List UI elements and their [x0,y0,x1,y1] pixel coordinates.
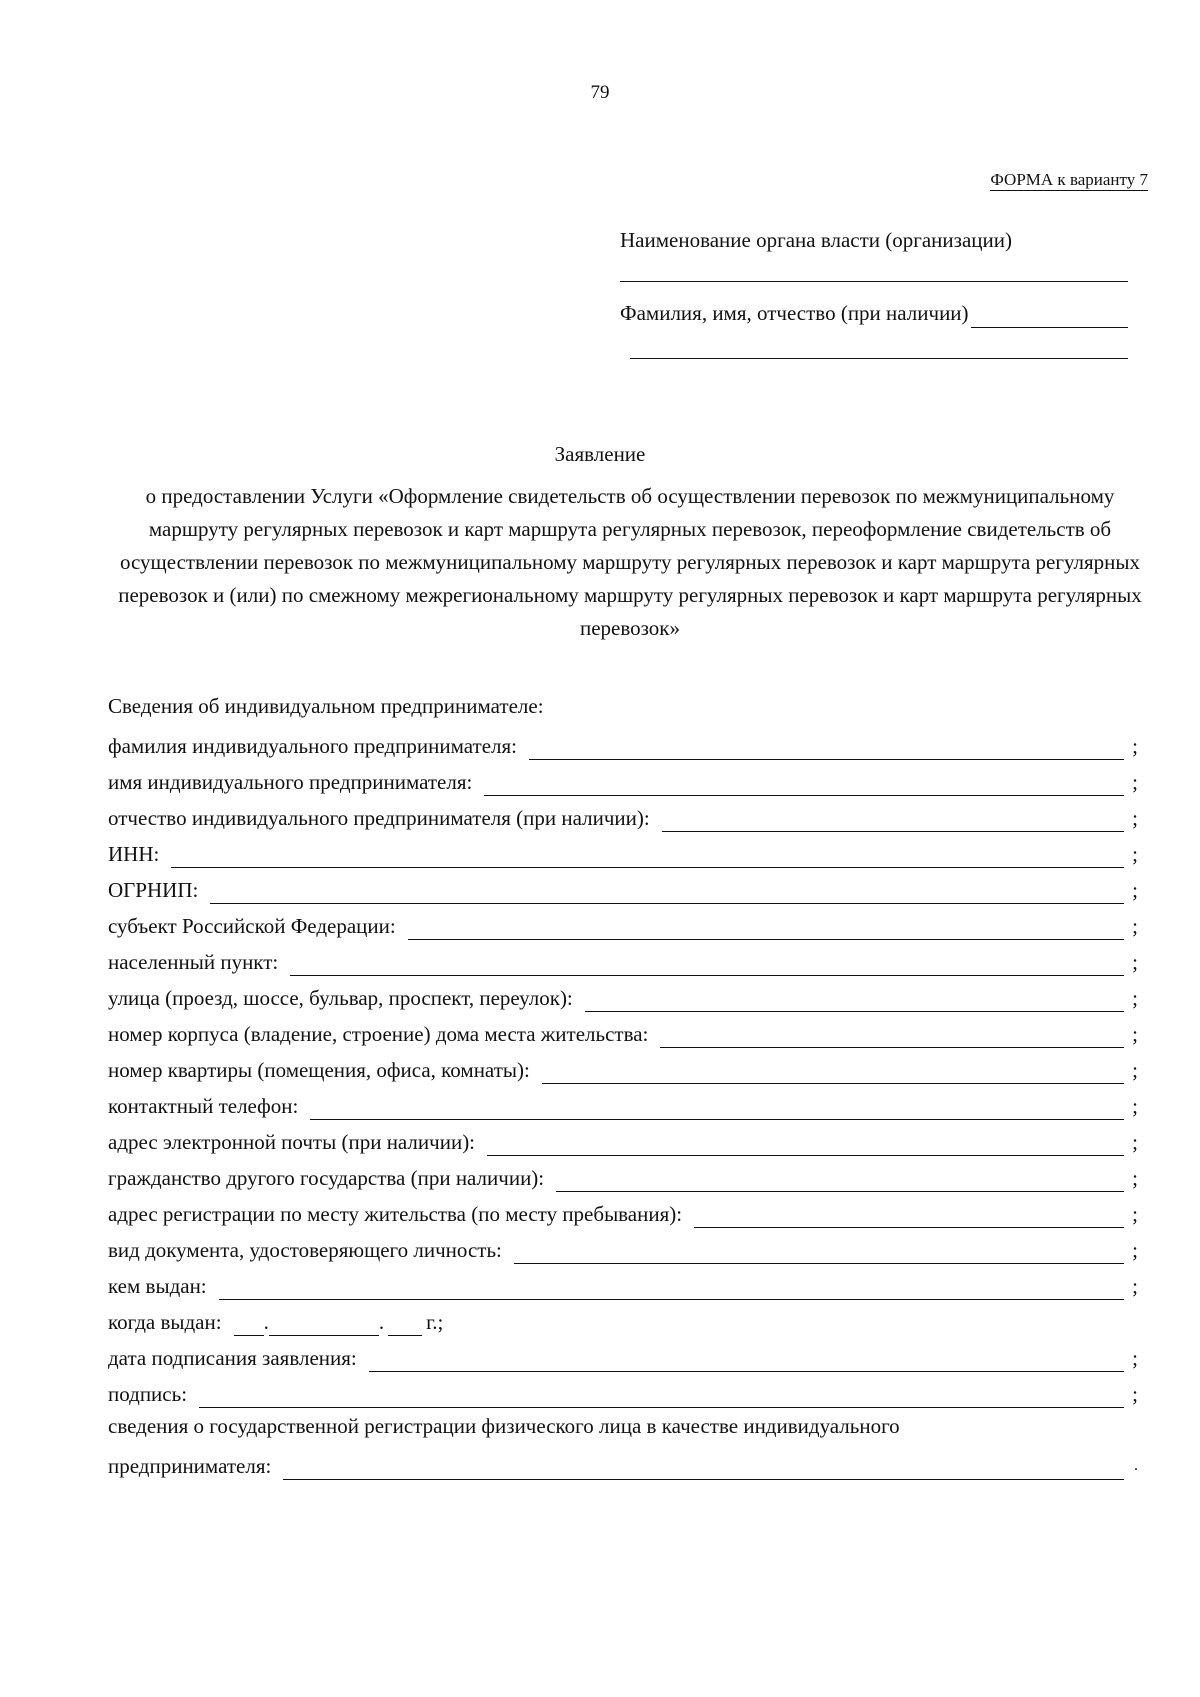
form-field-row [108,940,1138,976]
entrepreneur-fields [108,724,1138,1300]
issue-date-month-field[interactable] [269,1313,379,1336]
field-terminator: . [1134,1457,1138,1474]
form-field-input[interactable] [199,1385,1124,1408]
form-field-label: адрес электронной почты (при наличии): [108,1130,476,1154]
form-field-row [108,1120,1138,1156]
authority-name-field[interactable] [620,255,1128,282]
fio-label: Фамилия, имя, отчество (при наличии) [620,301,969,325]
form-field-label: кем выдан: [108,1274,207,1298]
fio-field-continuation[interactable] [630,328,1128,359]
field-terminator: ; [1132,1202,1138,1226]
fio-field[interactable] [971,303,1128,328]
form-field-input[interactable] [369,1349,1124,1372]
form-field-row [108,1048,1138,1084]
form-field-row [108,760,1138,796]
field-terminator: ; [1132,1238,1138,1262]
form-field-input[interactable] [310,1097,1124,1120]
form-field-row [108,1264,1138,1300]
field-terminator: ; [1132,1382,1138,1406]
statement-subject: о предоставлении Услуги «Оформление свидетельств об осуществлении перевозок по межмуниципальному маршруту регулярных перевозок и карт маршрута регулярных перевозок, переоформление свидетельств об осуществлении перевозок по межмуниципальному маршруту регулярных перевозок и карт маршрута регулярных перевозок и (или) по смежному межрегиональному маршруту регулярных перевозок и карт маршрута регулярных перевозок» [118,484,1142,640]
field-terminator: ; [1132,806,1138,830]
form-field-row [108,724,1138,760]
form-field-row [108,976,1138,1012]
form-field-input[interactable] [514,1241,1124,1264]
field-terminator: ; [1132,1166,1138,1190]
form-field-row [108,1012,1138,1048]
form-field-row [108,1192,1138,1228]
form-field-input[interactable] [487,1133,1124,1156]
entrepreneur-section [108,688,1138,1480]
field-terminator: ; [1132,914,1138,938]
issue-date-label: когда выдан: [108,1310,222,1334]
registration-label-line2: предпринимателя: [108,1454,272,1478]
form-field-label: субъект Российской Федерации: [108,914,396,938]
page-number: 79 [590,82,610,103]
form-field-label: ИНН: [108,842,160,866]
signature-fields [108,1336,1138,1408]
field-terminator: ; [1132,1058,1138,1082]
field-terminator: ; [1132,842,1138,866]
form-field-input[interactable] [660,1025,1124,1048]
field-terminator: ; [1132,770,1138,794]
issue-date-day-field[interactable] [234,1313,264,1336]
form-field-label: имя индивидуального предпринимателя: [108,770,473,794]
form-field-label: номер корпуса (владение, строение) дома места жительства: [108,1022,649,1046]
field-terminator: ; [1132,1130,1138,1154]
form-field-row [108,1336,1138,1372]
registration-field[interactable] [283,1457,1124,1480]
issue-date-year-field[interactable] [388,1313,422,1336]
form-field-label: дата подписания заявления: [108,1346,357,1370]
form-field-row [108,1084,1138,1120]
field-terminator: ; [1132,1274,1138,1298]
form-reference: ФОРМА к варианту 7 [990,170,1148,189]
form-field-input[interactable] [210,881,1124,904]
form-field-label: ОГРНИП: [108,878,199,902]
form-field-label: гражданство другого государства (при наличии): [108,1166,545,1190]
issue-date-separator: . [263,1310,269,1334]
form-field-input[interactable] [484,773,1124,796]
form-field-row [108,868,1138,904]
form-field-label: контактный телефон: [108,1094,299,1118]
form-field-row [108,796,1138,832]
field-terminator: ; [1132,878,1138,902]
form-field-row [108,1228,1138,1264]
issue-date-suffix: г.; [426,1310,444,1334]
form-field-input[interactable] [219,1277,1124,1300]
registration-label-line1: сведения о государственной регистрации физического лица в качестве индивидуального [108,1414,900,1438]
issue-date-row [108,1300,1138,1336]
entrepreneur-heading: Сведения об индивидуальном предпринимателе: [108,694,544,718]
form-field-label: населенный пункт: [108,950,279,974]
form-field-label: улица (проезд, шоссе, бульвар, проспект, переулок): [108,986,573,1010]
field-terminator: ; [1132,950,1138,974]
form-field-label: отчество индивидуального предпринимателя (при наличии): [108,806,650,830]
form-field-input[interactable] [585,989,1124,1012]
form-field-label: вид документа, удостоверяющего личность: [108,1238,502,1262]
form-field-row [108,1156,1138,1192]
field-terminator: ; [1132,1094,1138,1118]
field-terminator: ; [1132,986,1138,1010]
registration-row [108,1444,1138,1480]
fio-row [620,298,1128,328]
form-field-input[interactable] [408,917,1124,940]
form-field-label: номер квартиры (помещения, офиса, комнаты): [108,1058,530,1082]
form-field-input[interactable] [529,737,1124,760]
form-field-row [108,1372,1138,1408]
form-field-input[interactable] [662,809,1124,832]
form-field-row [108,832,1138,868]
form-field-input[interactable] [542,1061,1124,1084]
authority-block [620,225,1128,359]
form-field-row [108,904,1138,940]
field-terminator: ; [1132,1022,1138,1046]
form-field-input[interactable] [290,953,1124,976]
form-field-input[interactable] [171,845,1124,868]
form-field-label: адрес регистрации по месту жительства (по месту пребывания): [108,1202,683,1226]
form-field-label: фамилия индивидуального предпринимателя: [108,734,517,758]
field-terminator: ; [1132,734,1138,758]
form-field-input[interactable] [556,1169,1124,1192]
field-terminator: ; [1132,1346,1138,1370]
form-field-input[interactable] [694,1205,1124,1228]
statement-title: Заявление [554,442,646,466]
authority-name-label: Наименование органа власти (организации) [620,228,1012,252]
issue-date-separator: . [378,1310,385,1334]
form-field-label: подпись: [108,1382,188,1406]
